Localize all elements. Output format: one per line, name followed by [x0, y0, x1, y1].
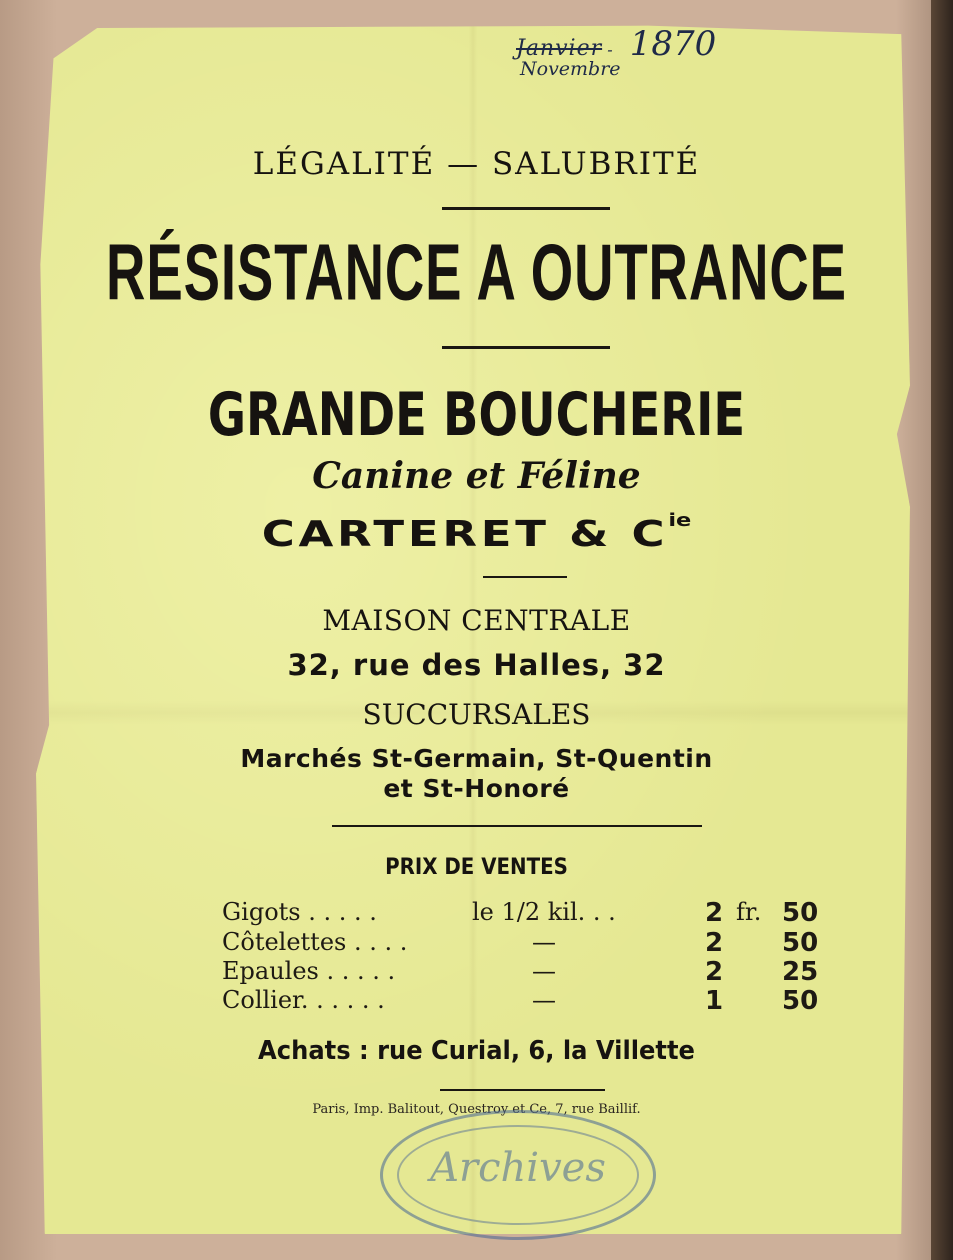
- price-item: Epaules . . . . .: [222, 957, 396, 985]
- price-francs: 2: [705, 898, 724, 928]
- handwritten-month: Novembre: [520, 58, 621, 80]
- price-row: [222, 928, 822, 958]
- price-fr-label: fr.: [736, 898, 762, 926]
- price-row: [222, 957, 822, 987]
- price-item: Collier. . . . . .: [222, 986, 385, 1014]
- price-row: [222, 986, 822, 1016]
- branches-line-1: Marchés St-Germain, St-Quentin: [240, 744, 713, 773]
- price-unit: —: [532, 928, 556, 956]
- price-unit: —: [532, 957, 556, 985]
- price-item: Côtelettes . . . .: [222, 928, 408, 956]
- price-unit: —: [532, 986, 556, 1014]
- price-centimes: 50: [782, 928, 819, 958]
- divider-rule: [440, 1089, 605, 1091]
- business-name: GRANDE BOUCHERIE: [207, 380, 746, 450]
- price-centimes: 25: [782, 957, 819, 987]
- branches-line-2: et St-Honoré: [383, 774, 570, 803]
- price-item: Gigots . . . . .: [222, 898, 377, 926]
- purchases-address: Achats : rue Curial, 6, la Villette: [258, 1036, 695, 1066]
- specialty: Canine et Féline: [312, 455, 641, 497]
- motto: LÉGALITÉ — SALUBRITÉ: [252, 146, 701, 182]
- price-francs: 2: [705, 928, 724, 958]
- prices-title: PRIX DE VENTES: [385, 855, 568, 880]
- price-centimes: 50: [782, 898, 819, 928]
- divider-rule: [442, 207, 610, 210]
- divider-rule: [483, 576, 567, 578]
- price-centimes: 50: [782, 986, 819, 1016]
- price-unit: le 1/2 kil. . .: [472, 898, 616, 926]
- handwritten-year: 1870: [629, 24, 717, 64]
- company-suffix: ie: [668, 510, 692, 531]
- handwritten-date: [516, 24, 716, 80]
- date-separator: -: [607, 40, 613, 59]
- main-house-label: MAISON CENTRALE: [322, 604, 631, 637]
- stamp-text: Archives: [430, 1145, 606, 1191]
- company-name-text: CARTERET & C: [261, 514, 669, 555]
- price-francs: 1: [705, 986, 724, 1016]
- price-francs: 2: [705, 957, 724, 987]
- printer-imprint: Paris, Imp. Balitout, Questroy et Ce, 7, rue Baillif.: [312, 1102, 641, 1117]
- divider-rule: [332, 825, 702, 827]
- headline: RÉSISTANCE A OUTRANCE: [106, 229, 847, 318]
- struck-month: Janvier: [516, 36, 603, 61]
- main-house-address: 32, rue des Halles, 32: [287, 648, 666, 682]
- price-row: [222, 898, 822, 928]
- company-name: [0, 510, 953, 555]
- archives-stamp: [380, 1110, 656, 1240]
- branches-label: SUCCURSALES: [362, 698, 591, 731]
- divider-rule: [442, 346, 610, 349]
